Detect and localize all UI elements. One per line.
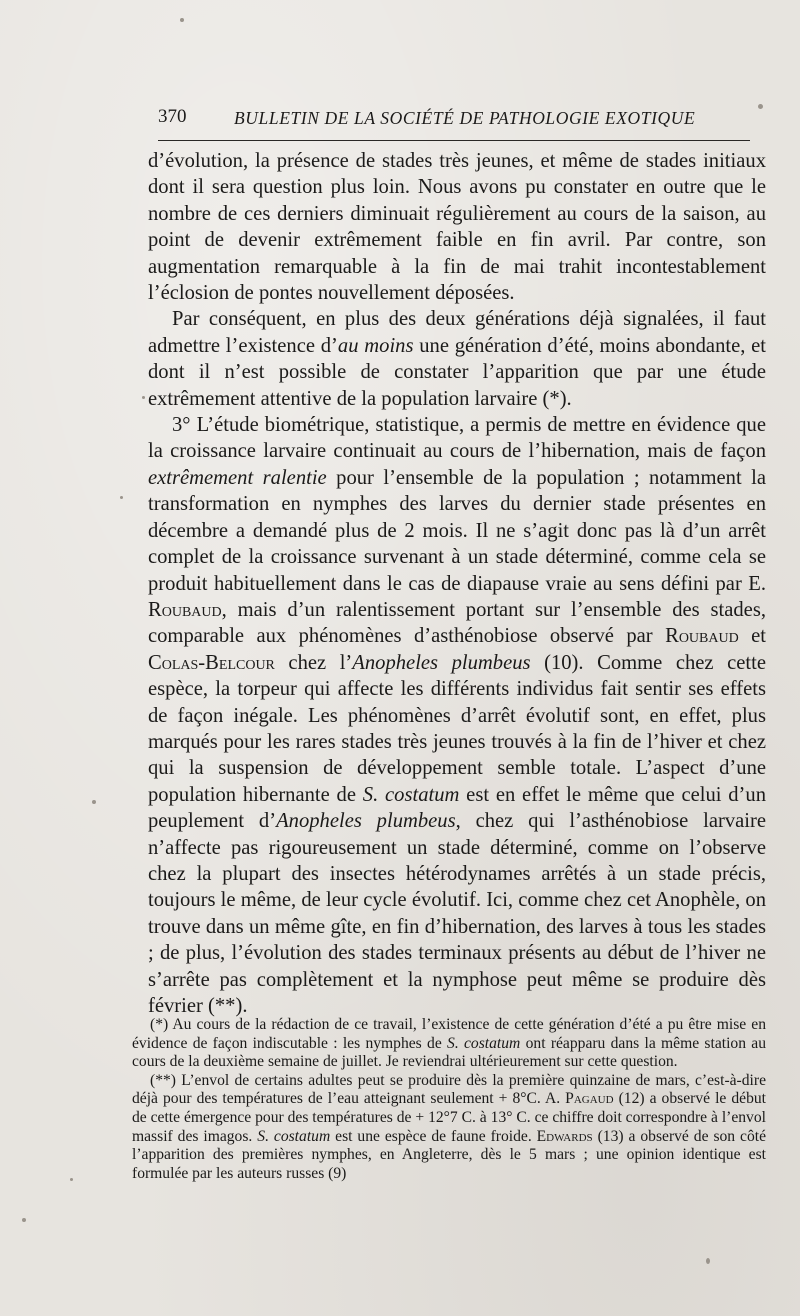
paper-speck [180, 18, 184, 22]
emphasis-au-moins: au moins [337, 334, 414, 357]
header-rule [158, 140, 750, 141]
author-colas-belcour: Colas-Belcour [148, 651, 275, 674]
paper-speck [758, 104, 763, 109]
paper-speck [70, 1178, 73, 1181]
species-anopheles-plumbeus-2: Anopheles plumbeus [276, 810, 456, 833]
paragraph-3: 3° L’étude biométrique, statistique, a permis de mettre en évidence que la croissance larvaire continuait au cours de l’hibernation, mais de façon extrêmement ralentie pour l’ensemble de la population ; notamment la transformation en nymphes des larves du dernier stade présentes en décembre a demandé plus de 2 mois. Il ne s’agit donc pas là d’un arrêt complet de la croissance survenant à un stade déterminé, comme cela se produit habituellement dans le cas de diapause vraie au sens défini par E. Roubaud, mais d’un ralentissement portant sur l’ensemble des stades, comparable aux phénomènes d’asthénobiose observé par Roubaud et Colas-Belcour chez l’Anopheles plumbeus (10). Comme chez cette espèce, la torpeur qui affecte les différents individus fait sentir ses effets de façon inégale. Les phénomènes d’arrêt évolutif sont, en effet, plus marqués pour les rares stades très jeunes trouvés à la fin de l’hiver et chez qui la suspension de développement semble totale. L’aspect d’une population hibernante de S. costatum est en effet le même que celui d’un peuplement d’Anopheles plumbeus, chez qui l’asthénobiose larvaire n’affecte pas rigoureusement un stade déterminé, comme on l’observe chez la plupart des insectes hétérodynames arrêtés à un stade précis, toujours le même, de leur cycle évolutif. Ici, comme chez cet Anophèle, on trouve dans un même gîte, en fin d’hibernation, des larves à tous les stades ; de plus, l’évolution des stades terminaux présents au début de l’hiver ne s’arrête pas complètement et la nymphose peut même se produire dès février (**). [148, 414, 766, 1017]
author-roubaud: Roubaud [148, 598, 222, 621]
footnotes [132, 1016, 766, 1183]
emphasis-ralentie: extrêmement ralentie [148, 466, 327, 489]
author-edwards: Edwards [536, 1127, 593, 1145]
running-title: BULLETIN DE LA SOCIÉTÉ DE PATHOLOGIE EXOTIQUE [234, 108, 696, 128]
paper-speck [142, 396, 145, 399]
paragraph-2: Par conséquent, en plus des deux générations déjà signalées, il faut admettre l’existence d’au moins une génération d’été, moins abondante, et dont il n’est possible de constater l’apparition que par une étude extrêmement attentive de la population larvaire (*). [148, 308, 766, 410]
footnote-species-s-costatum: S. costatum [447, 1034, 521, 1052]
author-roubaud-2: Roubaud [665, 625, 739, 648]
paper-speck [92, 800, 96, 804]
paper-speck [706, 1258, 710, 1264]
paper-speck [120, 496, 123, 499]
species-s-costatum: S. costatum [362, 783, 460, 806]
paragraph-1: d’évolution, la présence de stades très jeunes, et même de stades initiaux dont il sera question plus loin. Nous avons pu constater en outre que le nombre de ces derniers diminuait régulièrement au cours de la saison, au point de devenir extrêmement faible en fin avril. Par contre, son augmentation remarquable à la fin de mai trahit incontestablement l’éclosion de pontes nouvellement déposées. [148, 150, 766, 305]
footnote-2: (**) L’envol de certains adultes peut se produire dès la première quinzaine de mars, c’est-à-dire déjà pour des températures de l’eau atteignant seulement + 8°C. A. Pagaud (12) a observé le début de cette émergence pour des températures de + 12°7 C. à 13° C. ce chiffre doit correspondre à l’envol massif des imagos. S. costatum est une espèce de faune froide. Edwards (13) a observé de son côté l’apparition des premières nymphes, en Angleterre, dès le 5 mars ; une opinion identique est formulée par les auteurs russes (9) [132, 1071, 767, 1182]
footnote-species-s-costatum-2: S. costatum [257, 1127, 331, 1145]
main-text [148, 148, 766, 1019]
paper-speck [22, 1218, 26, 1222]
footnote-1: (*) Au cours de la rédaction de ce travail, l’existence de cette génération d’été a pu être mise en évidence de façon indiscutable : les nymphes de S. costatum ont réapparu dans la même station au cours de la deuxième semaine de juillet. Je reviendrai ultérieurement sur cette question. [132, 1016, 766, 1071]
page-number: 370 [158, 106, 187, 127]
page-header [158, 106, 750, 134]
author-pagaud: Pagaud [565, 1090, 614, 1108]
species-anopheles-plumbeus: Anopheles plumbeus [352, 651, 531, 674]
